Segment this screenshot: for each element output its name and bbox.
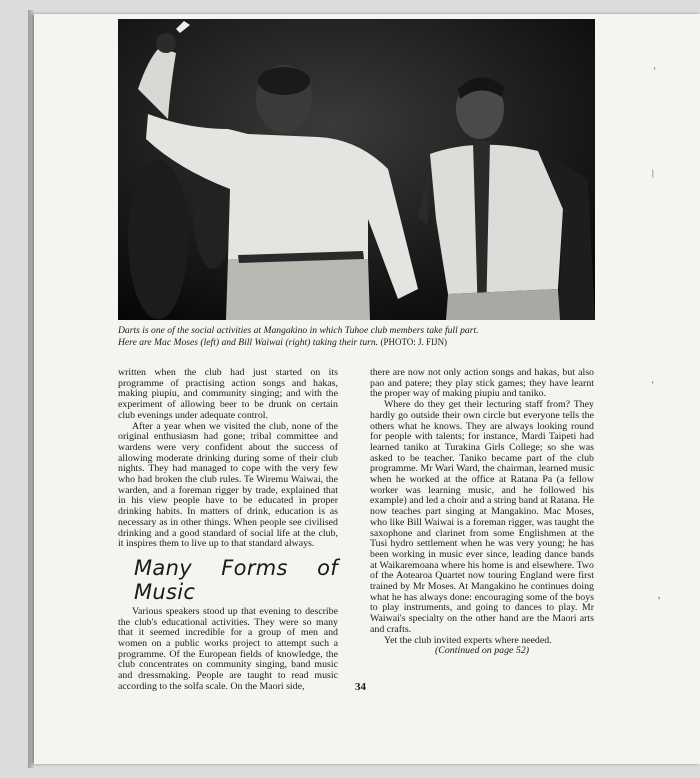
photo-credit: (PHOTO: J. FIJN): [380, 336, 448, 347]
right-paragraph-1: there are now not only action songs and hakas, but also pao and patere; they play stick games; they have learnt the proper way of making piupiu and taniko.: [370, 367, 594, 400]
left-paragraph-2: After a year when we visited the club, none of the original enthusiasm had gone; tribal committee and wardens were very confident about the success of allowing moderate drinking during some of their club nights. They had managed to cope with the very few who had broken the club rules. Te Wiremu Waiwai, the warden, and a foreman rigger by trade, explained that in his view people have to be educated in proper drinking habits. In matters of drink, education is as necessary as in other things. When people see civilised drinking and a good standard of social life at the club, it inspires them to live up to that standard always.: [118, 420, 338, 550]
margin-mark: ,: [658, 590, 661, 600]
page-number: 34: [355, 681, 366, 693]
left-paragraph-1: written when the club had just started on its programme of practising action songs and hakas, making piupiu, and community singing; and with the experiment of allowing beer to be drunk on certain club evenings under adequate control.: [118, 367, 338, 421]
right-paragraph-3: Yet the club invited experts where needed.: [384, 634, 552, 646]
right-paragraph-2: Where do they get their lecturing staff from? They hardly go outside their own circle but everyone tells the others what he knows. They are always looking round for people with talents; for instance, Mardi Taipeti had learned taniko at Turakina Girls College; so she was asked to be teacher. Taniko became part of the club programme. Mr Wari Ward, the chairman, learned music when he worked at the office at Ratana Pa (a fellow worker was learning music, and he followed his example) and led a choir and a string band at Ratana. He now teaches part singing at Mangakino. Mac Moses, who like Bill Waiwai is a foreman rigger, was taught the saxophone and clarinet from some Englishmen at the Tusi hydro settlement when he was very young; he has been working in music ever since, leading dance bands at Waikaremoana where his home is and elsewhere. Two of the Aotearoa Quartet now touring England were first trained by Mr Moses. At Mangakino he continues doing what he has always done: encouraging some of the boys to play instruments, and going to dances to play. Mr Waiwai's specialty on the other hand are the Maori arts and crafts.: [370, 399, 594, 635]
photo-caption: [118, 326, 490, 348]
photo-illustration: [118, 19, 595, 320]
margin-mark: ': [654, 66, 656, 76]
left-column: [118, 368, 338, 693]
right-column: [370, 368, 594, 657]
left-paragraph-3: Various speakers stood up that evening to describe the club's educational activities. They were so many that it seemed incredible for a group of men and women on a public works project to attempt such a programme. Of the European fields of knowledge, the club concentrates on community singing, band music and dressmaking. People are taught to read music according to the solfa scale. On the Maori side,: [118, 605, 338, 692]
caption-text: Darts is one of the social activities at Mangakino in which Tuhoe club members take full part. Here are Mac Moses (left) and Bill Waiwai (right) taking their turn.: [118, 325, 479, 348]
continued-note: (Continued on page 52): [434, 645, 530, 657]
margin-mark: ': [652, 380, 654, 390]
margin-mark: |: [652, 168, 654, 178]
section-heading: Many Forms of Music: [134, 555, 338, 604]
darts-photo: [118, 19, 595, 320]
